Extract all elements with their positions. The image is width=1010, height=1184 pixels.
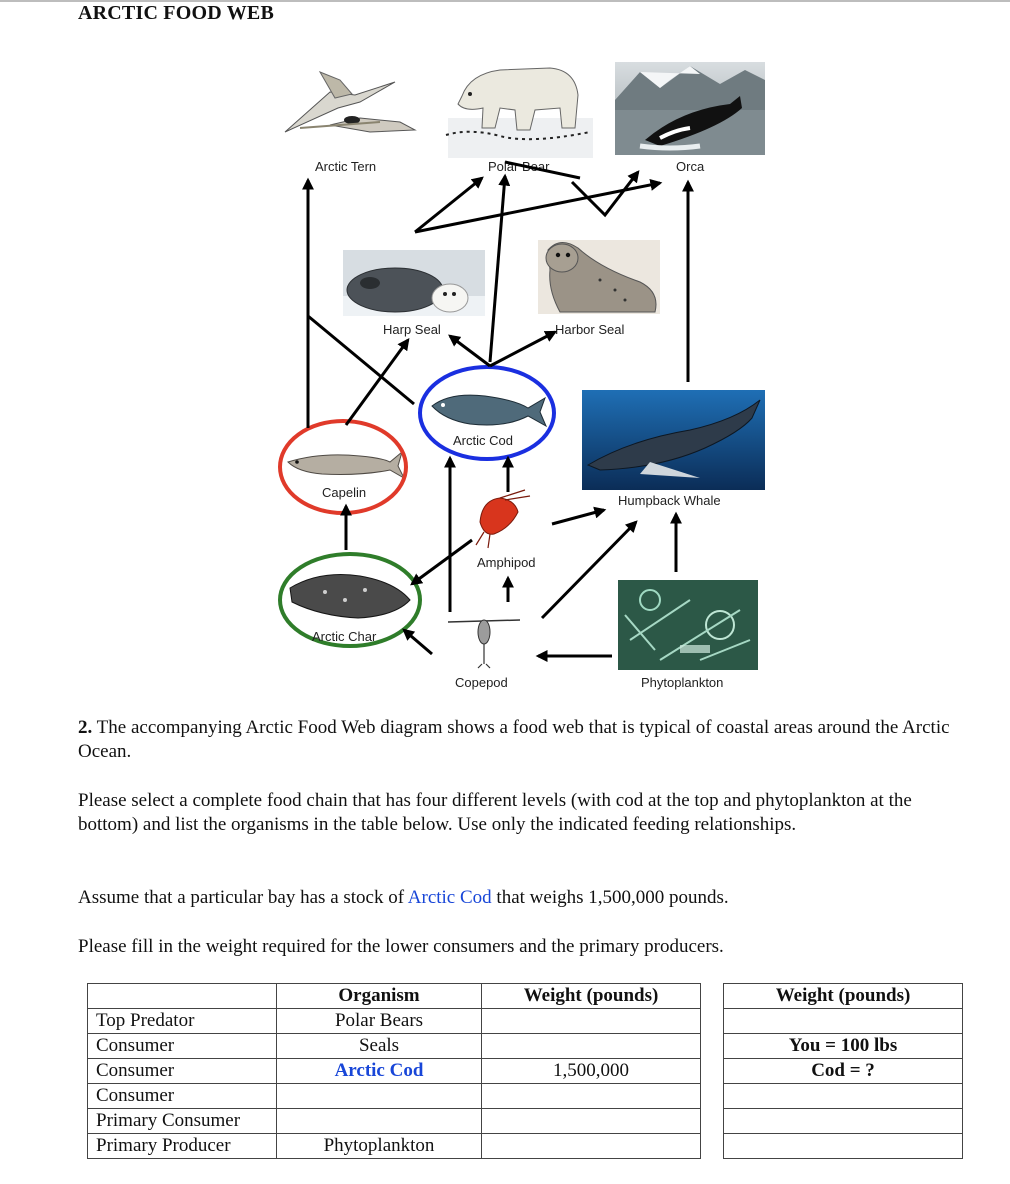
harp-seal-label: Harp Seal (383, 322, 441, 337)
table-gap (701, 1034, 724, 1059)
table-gap (701, 1109, 724, 1134)
assumption-highlight: Arctic Cod (407, 887, 492, 908)
header-organism: Organism (277, 984, 482, 1009)
question-instructions: Please select a complete food chain that has four different levels (with cod at the top and phytoplankton at the bottom) and list the organisms in the table below. Use only the indicated feeding relationships. (78, 790, 912, 835)
copepod-image (448, 620, 520, 668)
question-assumption (78, 886, 958, 910)
table-gap (701, 1134, 724, 1159)
table-row (88, 1109, 963, 1134)
arrow-amphipod-to-whale (552, 510, 604, 524)
humpback-whale-label: Humpback Whale (618, 493, 721, 508)
arctic-tern-label: Arctic Tern (315, 159, 377, 174)
copepod-label: Copepod (455, 675, 508, 690)
organism-cell[interactable]: Arctic Cod (277, 1059, 482, 1084)
arctic-cod-image (432, 395, 546, 426)
extra-cell (724, 1109, 963, 1134)
weight-cell[interactable]: 1,500,000 (482, 1059, 701, 1084)
phytoplankton-image (618, 580, 758, 670)
phytoplankton-label: Phytoplankton (641, 675, 724, 690)
table-row (88, 1134, 963, 1159)
level-cell: Top Predator (88, 1009, 277, 1034)
table-row (88, 1059, 963, 1084)
food-chain-table (87, 983, 963, 1159)
capelin-label: Capelin (322, 485, 367, 500)
amphipod-label: Amphipod (477, 555, 536, 570)
level-cell: Primary Consumer (88, 1109, 277, 1134)
arrow-copepod-to-char (404, 630, 432, 654)
weight-cell[interactable] (482, 1109, 701, 1134)
weight-cell[interactable] (482, 1084, 701, 1109)
harbor-seal-image (538, 240, 660, 314)
level-cell: Consumer (88, 1034, 277, 1059)
orca-image (615, 62, 765, 155)
table-gap (701, 1059, 724, 1084)
weight-cell[interactable] (482, 1134, 701, 1159)
header-level-cell (88, 984, 277, 1009)
organism-cell[interactable]: Seals (277, 1034, 482, 1059)
table-gap (701, 1084, 724, 1109)
polar-bear-label: Polar Bear (488, 159, 550, 174)
organism-cell[interactable]: Phytoplankton (277, 1134, 482, 1159)
table-row (88, 1009, 963, 1034)
arrow-cod-to-harp-seal (450, 336, 490, 366)
organism-cell[interactable]: Polar Bears (277, 1009, 482, 1034)
table-gap (701, 984, 724, 1009)
assumption-text-after: that weighs 1,500,000 pounds. (496, 887, 729, 908)
level-cell: Primary Producer (88, 1134, 277, 1159)
extra-cell: You = 100 lbs (724, 1034, 963, 1059)
arrow-capelin-to-harp-seal (346, 340, 408, 425)
extra-cell (724, 1009, 963, 1034)
humpback-whale-image (582, 390, 765, 490)
assumption-text-before: Assume that a particular bay has a stock of (78, 887, 405, 908)
arctic-char-image (290, 575, 410, 619)
amphipod-image (476, 490, 530, 548)
weight-cell[interactable] (482, 1034, 701, 1059)
table-header-row (88, 984, 963, 1009)
weight-cell[interactable] (482, 1009, 701, 1034)
question-fill-in: Please fill in the weight required for the lower consumers and the primary producers. (78, 936, 724, 957)
page-title: ARCTIC FOOD WEB (78, 2, 274, 24)
organism-cell[interactable] (277, 1109, 482, 1134)
header-weight-2: Weight (pounds) (724, 984, 963, 1009)
header-weight: Weight (pounds) (482, 984, 701, 1009)
level-cell: Consumer (88, 1059, 277, 1084)
question-number: 2. (78, 717, 93, 738)
arrow-amphipod-to-char (412, 540, 472, 584)
arrow-harbor-seal-to-polar-bear (490, 176, 505, 362)
harp-seal-image (343, 250, 485, 316)
capelin-image (288, 452, 404, 478)
arctic-cod-label: Arctic Cod (453, 433, 513, 448)
extra-cell (724, 1134, 963, 1159)
arctic-char-label: Arctic Char (312, 629, 377, 644)
extra-cell: Cod = ? (724, 1059, 963, 1084)
table-gap (701, 1009, 724, 1034)
question-intro-text: The accompanying Arctic Food Web diagram shows a food web that is typical of coastal areas around the Arctic Ocean. (78, 717, 950, 762)
level-cell: Consumer (88, 1084, 277, 1109)
table-row (88, 1084, 963, 1109)
table-row (88, 1034, 963, 1059)
polar-bear-image (446, 68, 593, 158)
organism-cell[interactable] (277, 1084, 482, 1109)
arrow-cod-to-harbor-seal (490, 332, 555, 366)
harbor-seal-label: Harbor Seal (555, 322, 625, 337)
extra-cell (724, 1084, 963, 1109)
orca-label: Orca (676, 159, 705, 174)
question-intro (78, 716, 958, 764)
arctic-tern-image (285, 72, 415, 132)
